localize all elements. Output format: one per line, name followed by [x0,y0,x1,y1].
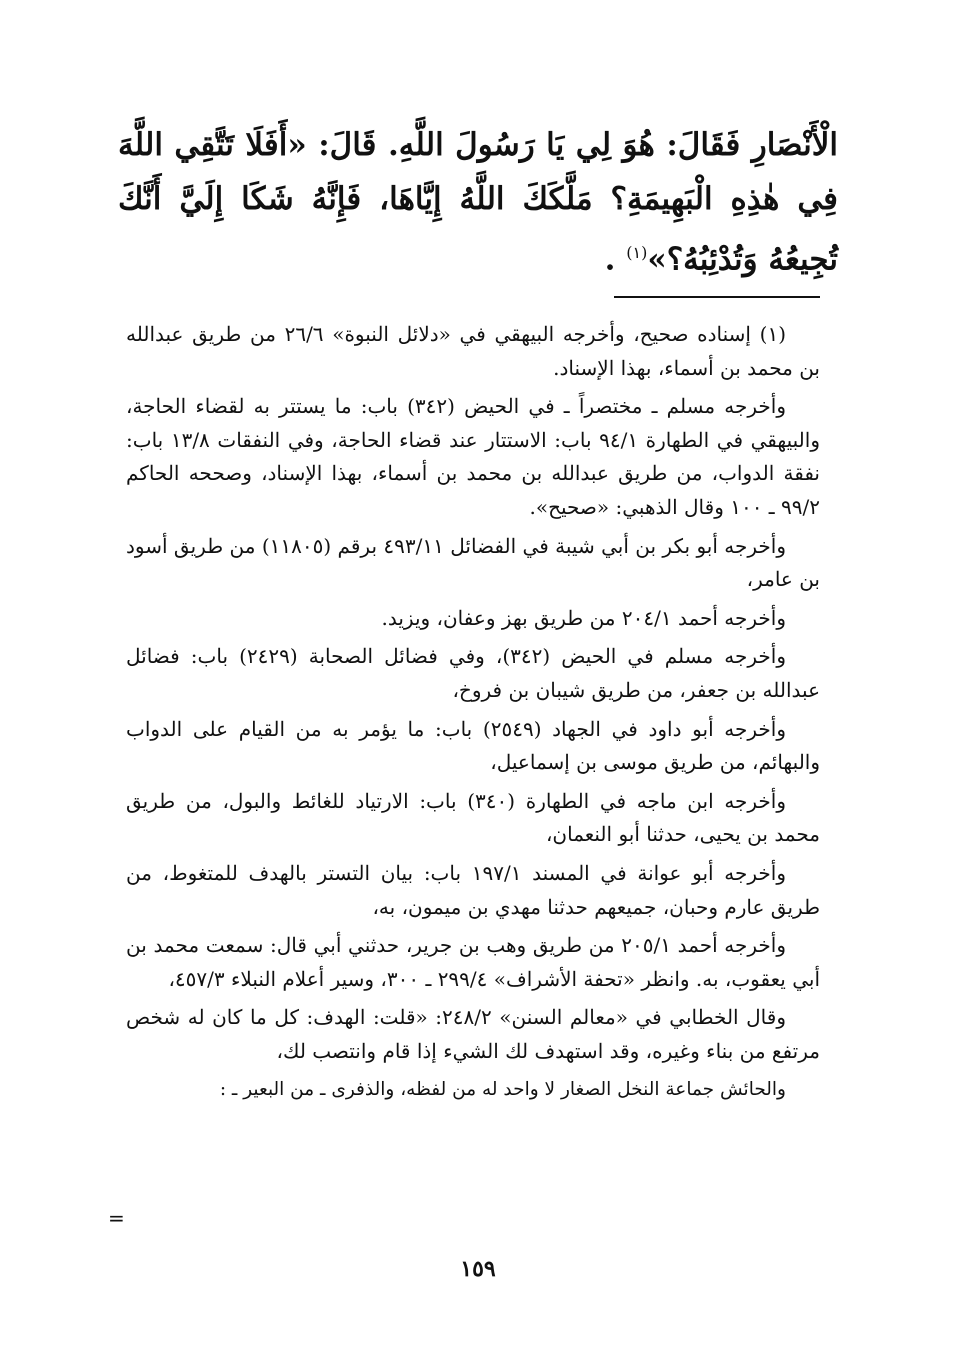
footnote-paragraph: وقال الخطابي في «معالم السنن» ٢٤٨/٢: «قلت: الهدف: كل ما كان له شخص مرتفع من بناء وغيره، وقد استهدف لك الشيء إذا قام وانتصب لك، [126,1005,820,1063]
footnote-paragraph: وأخرجه مسلم ـ مختصراً ـ في الحيض (٣٤٢) باب: ما يستتر به لقضاء الحاجة، والبيهقي في الطهارة ٩٤/١ باب: الاستتار عند قضاء الحاجة، وفي النفقات ١٣/٨ باب: نفقة الدواب، من طريق عبدالله بن محمد بن أسماء، بهذا الإسناد، وصححه الحاكم ٩٩/٢ ـ ١٠٠ وقال الذهبي: «صحيح». [126,394,820,519]
main-paragraph-text: الْأَنْصَارِ فَقَالَ: هُوَ لِي يَا رَسُولَ اللَّهِ. قَالَ: «أَفَلَا تَتَّقِي اللَّهَ فِي هٰذِهِ الْبَهِيمَةِ؟ مَلَّكَكَ اللَّهُ إِيَّاهَا، فَإِنَّهُ شَكَا إِلَيَّ أَنَّكَ تُجِيعُهُ وَتُدْئِبُهُ؟» [118,127,838,278]
footnote-paragraph: وأخرجه أبو عوانة في المسند ١٩٧/١ باب: بيان التستر بالهدف للمتغوط، من طريق عارم وحبان، جميعهم حدثنا مهدي بن ميمون، به، [126,860,820,919]
footnote-paragraph: وأخرجه أبو بكر بن أبي شيبة في الفضائل ٤٩٣/١١ برقم (١١٨٠٥) من طريق أسود بن عامر، [126,533,820,592]
main-paragraph-end: . [604,241,616,278]
footnote-paragraph: (١) إسناده صحيح، وأخرجه البيهقي في «دلائل النبوة» ٢٦/٦ من طريق عبدالله بن محمد بن أسماء، بهذا الإسناد. [126,322,820,380]
footnotes [126,318,820,1112]
footnote-separator [614,296,820,298]
footnote-paragraph: وأخرجه ابن ماجه في الطهارة (٣٤٠) باب: الارتياد للغائط والبول، من طريق محمد بن يحيى، حدثنا أبو النعمان، [126,788,820,847]
footnote-paragraph: وأخرجه أحمد ٢٠٤/١ من طريق بهز وعفان، ويزيد. [381,605,786,630]
footnote-reference: (١) [626,243,648,262]
footnote-paragraph: والحائش جماعة النخل الصغار لا واحد له من لفظه، والذفرى ـ من البعير ـ : [219,1079,786,1101]
continuation-mark: = [108,1206,125,1230]
page-number: ١٥٩ [460,1256,496,1282]
footnote-paragraph: وأخرجه مسلم في الحيض (٣٤٢)، وفي فضائل الصحابة (٢٤٢٩) باب: فضائل عبدالله بن جعفر، من طريق شيبان بن فروخ، [126,644,820,702]
footnote-paragraph: وأخرجه أبو داود في الجهاد (٢٥٤٩) باب: ما يؤمر به من القيام على الدواب والبهائم، من طريق موسى بن إسماعيل، [126,716,820,775]
footnote-paragraph: وأخرجه أحمد ٢٠٥/١ من طريق وهب بن جرير، حدثني أبي قال: سمعت محمد بن أبي يعقوب، به. وانظر «تحفة الأشراف» ٢٩٩/٤ ـ ٣٠٠، وسير أعلام النبلاء ٤٥٧/٣، [126,933,820,991]
main-text [118,118,838,286]
main-paragraph [118,118,838,286]
